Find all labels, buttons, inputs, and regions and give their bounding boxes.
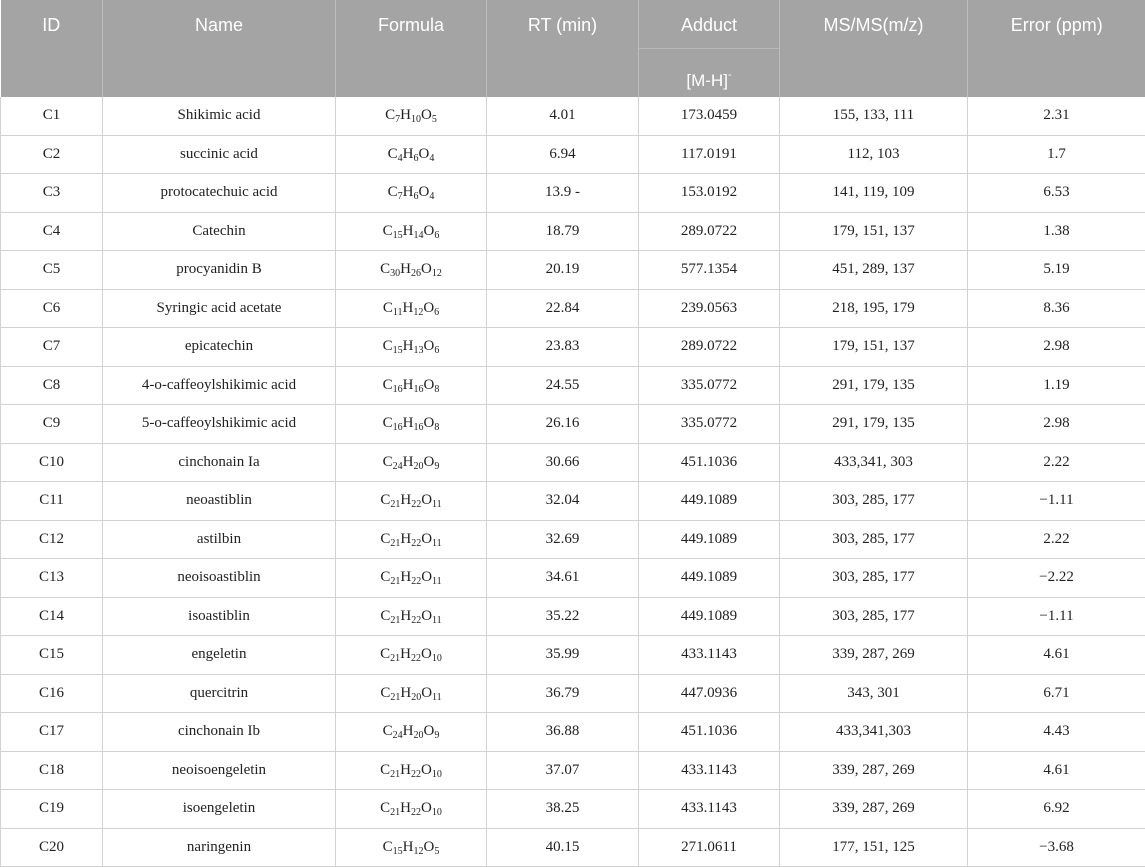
formula-element: H xyxy=(400,800,411,816)
formula-count: 11 xyxy=(432,692,442,703)
formula-element: H xyxy=(403,338,414,354)
table-row xyxy=(1,405,1145,444)
table-row xyxy=(1,366,1145,405)
cell-name: engeletin xyxy=(103,636,336,675)
formula-element: C xyxy=(383,338,393,354)
cell-formula xyxy=(336,520,487,559)
formula-count: 24 xyxy=(393,730,403,741)
header-adduct-ion-base: [M-H] xyxy=(686,71,728,90)
formula-count: 20 xyxy=(414,730,424,741)
formula-element: H xyxy=(403,839,414,855)
cell-id: C11 xyxy=(1,482,103,521)
formula-element: O xyxy=(421,608,432,624)
formula-count: 10 xyxy=(432,807,442,818)
formula-element: O xyxy=(424,415,435,431)
formula-count: 10 xyxy=(411,114,421,125)
formula-count: 9 xyxy=(434,730,439,741)
cell-id: C9 xyxy=(1,405,103,444)
cell-adduct: 433.1143 xyxy=(639,790,780,829)
cell-rt: 20.19 xyxy=(487,251,639,290)
cell-error: 4.43 xyxy=(968,713,1145,752)
formula-count: 8 xyxy=(434,384,439,395)
cell-msms: 451, 289, 137 xyxy=(780,251,968,290)
formula-count: 11 xyxy=(432,499,442,510)
formula-count: 4 xyxy=(398,153,403,164)
cell-name: epicatechin xyxy=(103,328,336,367)
cell-adduct: 449.1089 xyxy=(639,559,780,598)
formula-count: 12 xyxy=(414,846,424,857)
table-row xyxy=(1,559,1145,598)
cell-rt: 32.04 xyxy=(487,482,639,521)
formula-element: O xyxy=(421,531,432,547)
cell-error: 6.71 xyxy=(968,674,1145,713)
formula-count: 16 xyxy=(414,422,424,433)
cell-name: 5-o-caffeoylshikimic acid xyxy=(103,405,336,444)
cell-adduct: 449.1089 xyxy=(639,597,780,636)
formula-count: 21 xyxy=(390,615,400,626)
formula-element: C xyxy=(380,685,390,701)
cell-msms: 433,341,303 xyxy=(780,713,968,752)
cell-msms: 179, 151, 137 xyxy=(780,328,968,367)
cell-name: neoastiblin xyxy=(103,482,336,521)
header-name-label: Name xyxy=(103,0,335,48)
header-id xyxy=(1,0,103,97)
formula-element: C xyxy=(380,492,390,508)
formula-element: H xyxy=(403,377,414,393)
formula-count: 5 xyxy=(432,114,437,125)
cell-rt: 6.94 xyxy=(487,135,639,174)
cell-adduct: 449.1089 xyxy=(639,520,780,559)
formula-element: H xyxy=(403,184,414,200)
table-row xyxy=(1,790,1145,829)
formula-element: H xyxy=(400,608,411,624)
formula-element: C xyxy=(383,839,393,855)
formula-count: 6 xyxy=(434,345,439,356)
formula-element: H xyxy=(400,107,411,123)
formula-element: H xyxy=(400,685,411,701)
header-adduct-ion xyxy=(639,48,779,97)
cell-rt: 18.79 xyxy=(487,212,639,251)
cell-msms: 291, 179, 135 xyxy=(780,366,968,405)
cell-msms: 141, 119, 109 xyxy=(780,174,968,213)
formula-count: 22 xyxy=(411,538,421,549)
cell-adduct: 289.0722 xyxy=(639,212,780,251)
cell-id: C3 xyxy=(1,174,103,213)
cell-formula xyxy=(336,174,487,213)
cell-name: isoengeletin xyxy=(103,790,336,829)
cell-id: C14 xyxy=(1,597,103,636)
formula-element: O xyxy=(423,300,434,316)
table-row xyxy=(1,828,1145,867)
formula-count: 22 xyxy=(411,499,421,510)
cell-name: Syringic acid acetate xyxy=(103,289,336,328)
formula-element: C xyxy=(380,261,390,277)
cell-error: 2.98 xyxy=(968,405,1145,444)
cell-name: procyanidin B xyxy=(103,251,336,290)
cell-rt: 23.83 xyxy=(487,328,639,367)
formula-element: C xyxy=(383,454,393,470)
formula-element: O xyxy=(424,223,435,239)
cell-id: C12 xyxy=(1,520,103,559)
table-row xyxy=(1,520,1145,559)
cell-id: C15 xyxy=(1,636,103,675)
header-formula-label: Formula xyxy=(336,0,486,48)
formula-element: C xyxy=(380,800,390,816)
header-adduct-label: Adduct xyxy=(639,0,779,48)
cell-id: C6 xyxy=(1,289,103,328)
formula-element: O xyxy=(419,146,430,162)
cell-error: 6.53 xyxy=(968,174,1145,213)
formula-element: H xyxy=(403,415,414,431)
formula-element: O xyxy=(424,377,435,393)
formula-element: C xyxy=(380,569,390,585)
cell-adduct: 451.1036 xyxy=(639,713,780,752)
cell-rt: 38.25 xyxy=(487,790,639,829)
formula-count: 11 xyxy=(393,307,403,318)
formula-element: C xyxy=(380,608,390,624)
formula-count: 7 xyxy=(395,114,400,125)
formula-element: C xyxy=(385,107,395,123)
table-row xyxy=(1,251,1145,290)
cell-adduct: 433.1143 xyxy=(639,751,780,790)
cell-formula xyxy=(336,559,487,598)
table-row xyxy=(1,597,1145,636)
formula-count: 16 xyxy=(393,384,403,395)
cell-msms: 433,341, 303 xyxy=(780,443,968,482)
header-rt xyxy=(487,0,639,97)
cell-adduct: 117.0191 xyxy=(639,135,780,174)
formula-count: 22 xyxy=(411,653,421,664)
table-row xyxy=(1,636,1145,675)
formula-element: H xyxy=(402,300,413,316)
header-error xyxy=(968,0,1145,97)
header-adduct-ion-charge: - xyxy=(728,69,732,81)
cell-formula xyxy=(336,674,487,713)
cell-adduct: 451.1036 xyxy=(639,443,780,482)
table-row xyxy=(1,97,1145,135)
cell-adduct: 335.0772 xyxy=(639,366,780,405)
cell-adduct: 289.0722 xyxy=(639,328,780,367)
cell-id: C18 xyxy=(1,751,103,790)
formula-element: H xyxy=(400,762,411,778)
cell-error: 1.19 xyxy=(968,366,1145,405)
cell-msms: 303, 285, 177 xyxy=(780,482,968,521)
cell-name: 4-o-caffeoylshikimic acid xyxy=(103,366,336,405)
cell-error: 4.61 xyxy=(968,636,1145,675)
cell-error: 5.19 xyxy=(968,251,1145,290)
cell-msms: 112, 103 xyxy=(780,135,968,174)
cell-name: protocatechuic acid xyxy=(103,174,336,213)
formula-element: H xyxy=(400,646,411,662)
cell-id: C17 xyxy=(1,713,103,752)
cell-formula xyxy=(336,751,487,790)
cell-rt: 22.84 xyxy=(487,289,639,328)
cell-error: 2.22 xyxy=(968,443,1145,482)
cell-rt: 40.15 xyxy=(487,828,639,867)
cell-msms: 343, 301 xyxy=(780,674,968,713)
cell-name: Shikimic acid xyxy=(103,97,336,135)
formula-count: 21 xyxy=(390,769,400,780)
formula-count: 15 xyxy=(393,345,403,356)
formula-element: C xyxy=(380,531,390,547)
cell-formula xyxy=(336,636,487,675)
formula-element: C xyxy=(383,300,393,316)
cell-name: cinchonain Ia xyxy=(103,443,336,482)
formula-count: 14 xyxy=(414,230,424,241)
formula-count: 21 xyxy=(390,499,400,510)
cell-id: C10 xyxy=(1,443,103,482)
cell-formula xyxy=(336,790,487,829)
formula-element: C xyxy=(383,415,393,431)
cell-msms: 177, 151, 125 xyxy=(780,828,968,867)
formula-element: O xyxy=(424,723,435,739)
formula-element: C xyxy=(383,723,393,739)
formula-count: 5 xyxy=(434,846,439,857)
cell-formula xyxy=(336,482,487,521)
cell-formula xyxy=(336,212,487,251)
table-row xyxy=(1,751,1145,790)
cell-msms: 179, 151, 137 xyxy=(780,212,968,251)
formula-count: 8 xyxy=(434,422,439,433)
formula-count: 13 xyxy=(414,345,424,356)
formula-count: 15 xyxy=(393,846,403,857)
table-header xyxy=(1,0,1145,97)
formula-element: O xyxy=(424,338,435,354)
cell-formula xyxy=(336,405,487,444)
formula-element: C xyxy=(380,646,390,662)
formula-count: 11 xyxy=(432,576,442,587)
formula-element: H xyxy=(400,492,411,508)
cell-msms: 339, 287, 269 xyxy=(780,636,968,675)
header-error-label: Error (ppm) xyxy=(968,0,1145,48)
formula-element: O xyxy=(419,184,430,200)
formula-element: O xyxy=(421,800,432,816)
header-msms xyxy=(780,0,968,97)
cell-name: succinic acid xyxy=(103,135,336,174)
cell-msms: 303, 285, 177 xyxy=(780,520,968,559)
cell-error: −2.22 xyxy=(968,559,1145,598)
formula-element: H xyxy=(403,223,414,239)
cell-adduct: 153.0192 xyxy=(639,174,780,213)
cell-rt: 30.66 xyxy=(487,443,639,482)
cell-formula xyxy=(336,251,487,290)
cell-msms: 303, 285, 177 xyxy=(780,559,968,598)
formula-element: O xyxy=(421,261,432,277)
formula-element: H xyxy=(400,569,411,585)
cell-error: 2.31 xyxy=(968,97,1145,135)
formula-count: 9 xyxy=(434,461,439,472)
cell-error: 1.7 xyxy=(968,135,1145,174)
cell-error: 4.61 xyxy=(968,751,1145,790)
cell-id: C5 xyxy=(1,251,103,290)
cell-name: cinchonain Ib xyxy=(103,713,336,752)
cell-adduct: 449.1089 xyxy=(639,482,780,521)
formula-count: 20 xyxy=(411,692,421,703)
cell-formula xyxy=(336,828,487,867)
cell-msms: 339, 287, 269 xyxy=(780,790,968,829)
table-row xyxy=(1,289,1145,328)
cell-error: 2.98 xyxy=(968,328,1145,367)
cell-rt: 36.79 xyxy=(487,674,639,713)
cell-name: neoisoastiblin xyxy=(103,559,336,598)
cell-error: 8.36 xyxy=(968,289,1145,328)
formula-count: 21 xyxy=(390,576,400,587)
cell-name: neoisoengeletin xyxy=(103,751,336,790)
cell-rt: 35.99 xyxy=(487,636,639,675)
cell-id: C19 xyxy=(1,790,103,829)
cell-rt: 37.07 xyxy=(487,751,639,790)
cell-rt: 36.88 xyxy=(487,713,639,752)
cell-error: 6.92 xyxy=(968,790,1145,829)
formula-count: 21 xyxy=(390,538,400,549)
cell-rt: 34.61 xyxy=(487,559,639,598)
formula-count: 6 xyxy=(434,230,439,241)
formula-element: H xyxy=(403,723,414,739)
formula-element: C xyxy=(388,184,398,200)
formula-count: 22 xyxy=(411,769,421,780)
formula-count: 10 xyxy=(432,769,442,780)
cell-error: −3.68 xyxy=(968,828,1145,867)
formula-count: 16 xyxy=(414,384,424,395)
formula-element: H xyxy=(403,454,414,470)
header-name xyxy=(103,0,336,97)
header-formula xyxy=(336,0,487,97)
cell-name: isoastiblin xyxy=(103,597,336,636)
cell-formula xyxy=(336,328,487,367)
formula-count: 30 xyxy=(390,268,400,279)
formula-count: 11 xyxy=(432,615,442,626)
cell-formula xyxy=(336,135,487,174)
formula-element: O xyxy=(424,454,435,470)
cell-id: C16 xyxy=(1,674,103,713)
cell-id: C13 xyxy=(1,559,103,598)
formula-count: 22 xyxy=(411,807,421,818)
cell-rt: 13.9 - xyxy=(487,174,639,213)
cell-id: C20 xyxy=(1,828,103,867)
cell-id: C2 xyxy=(1,135,103,174)
cell-msms: 155, 133, 111 xyxy=(780,97,968,135)
cell-error: −1.11 xyxy=(968,597,1145,636)
cell-name: astilbin xyxy=(103,520,336,559)
table-row xyxy=(1,174,1145,213)
cell-adduct: 447.0936 xyxy=(639,674,780,713)
cell-formula xyxy=(336,443,487,482)
formula-count: 7 xyxy=(398,191,403,202)
formula-count: 24 xyxy=(393,461,403,472)
header-rt-label: RT (min) xyxy=(487,0,638,48)
formula-count: 12 xyxy=(413,307,423,318)
cell-adduct: 173.0459 xyxy=(639,97,780,135)
formula-element: C xyxy=(380,762,390,778)
table-row xyxy=(1,674,1145,713)
cell-id: C7 xyxy=(1,328,103,367)
cell-rt: 26.16 xyxy=(487,405,639,444)
cell-error: 1.38 xyxy=(968,212,1145,251)
formula-count: 22 xyxy=(411,576,421,587)
table-row xyxy=(1,713,1145,752)
table-row xyxy=(1,328,1145,367)
formula-count: 6 xyxy=(414,153,419,164)
cell-formula xyxy=(336,366,487,405)
cell-msms: 291, 179, 135 xyxy=(780,405,968,444)
formula-element: O xyxy=(421,492,432,508)
header-msms-label: MS/MS(m/z) xyxy=(780,0,967,48)
cell-adduct: 433.1143 xyxy=(639,636,780,675)
formula-count: 6 xyxy=(434,307,439,318)
cell-formula xyxy=(336,97,487,135)
formula-count: 22 xyxy=(411,615,421,626)
cell-id: C8 xyxy=(1,366,103,405)
formula-element: O xyxy=(421,107,432,123)
header-adduct xyxy=(639,0,780,97)
formula-element: O xyxy=(421,762,432,778)
cell-msms: 303, 285, 177 xyxy=(780,597,968,636)
formula-count: 21 xyxy=(390,807,400,818)
cell-rt: 32.69 xyxy=(487,520,639,559)
formula-element: H xyxy=(400,261,411,277)
cell-id: C1 xyxy=(1,97,103,135)
formula-count: 4 xyxy=(429,191,434,202)
formula-count: 21 xyxy=(390,653,400,664)
formula-count: 26 xyxy=(411,268,421,279)
formula-element: O xyxy=(421,685,432,701)
table-row xyxy=(1,482,1145,521)
formula-element: C xyxy=(383,223,393,239)
cell-name: naringenin xyxy=(103,828,336,867)
formula-count: 16 xyxy=(393,422,403,433)
cell-id: C4 xyxy=(1,212,103,251)
table-row xyxy=(1,135,1145,174)
cell-error: −1.11 xyxy=(968,482,1145,521)
cell-adduct: 239.0563 xyxy=(639,289,780,328)
formula-count: 11 xyxy=(432,538,442,549)
cell-formula xyxy=(336,597,487,636)
formula-element: O xyxy=(421,646,432,662)
cell-rt: 24.55 xyxy=(487,366,639,405)
header-id-label: ID xyxy=(1,0,103,48)
formula-count: 15 xyxy=(393,230,403,241)
formula-element: C xyxy=(388,146,398,162)
table-row xyxy=(1,443,1145,482)
formula-element: H xyxy=(400,531,411,547)
cell-formula xyxy=(336,289,487,328)
cell-msms: 218, 195, 179 xyxy=(780,289,968,328)
formula-count: 20 xyxy=(414,461,424,472)
cell-adduct: 335.0772 xyxy=(639,405,780,444)
cell-msms: 339, 287, 269 xyxy=(780,751,968,790)
formula-element: O xyxy=(424,839,435,855)
cell-rt: 4.01 xyxy=(487,97,639,135)
formula-count: 21 xyxy=(390,692,400,703)
formula-count: 4 xyxy=(429,153,434,164)
formula-element: H xyxy=(403,146,414,162)
formula-element: O xyxy=(421,569,432,585)
cell-error: 2.22 xyxy=(968,520,1145,559)
formula-count: 6 xyxy=(414,191,419,202)
formula-count: 12 xyxy=(432,268,442,279)
cell-name: quercitrin xyxy=(103,674,336,713)
cell-rt: 35.22 xyxy=(487,597,639,636)
cell-adduct: 577.1354 xyxy=(639,251,780,290)
cell-adduct: 271.0611 xyxy=(639,828,780,867)
cell-name: Catechin xyxy=(103,212,336,251)
table-row xyxy=(1,212,1145,251)
table-body xyxy=(1,97,1145,867)
formula-count: 10 xyxy=(432,653,442,664)
cell-formula xyxy=(336,713,487,752)
formula-element: C xyxy=(383,377,393,393)
